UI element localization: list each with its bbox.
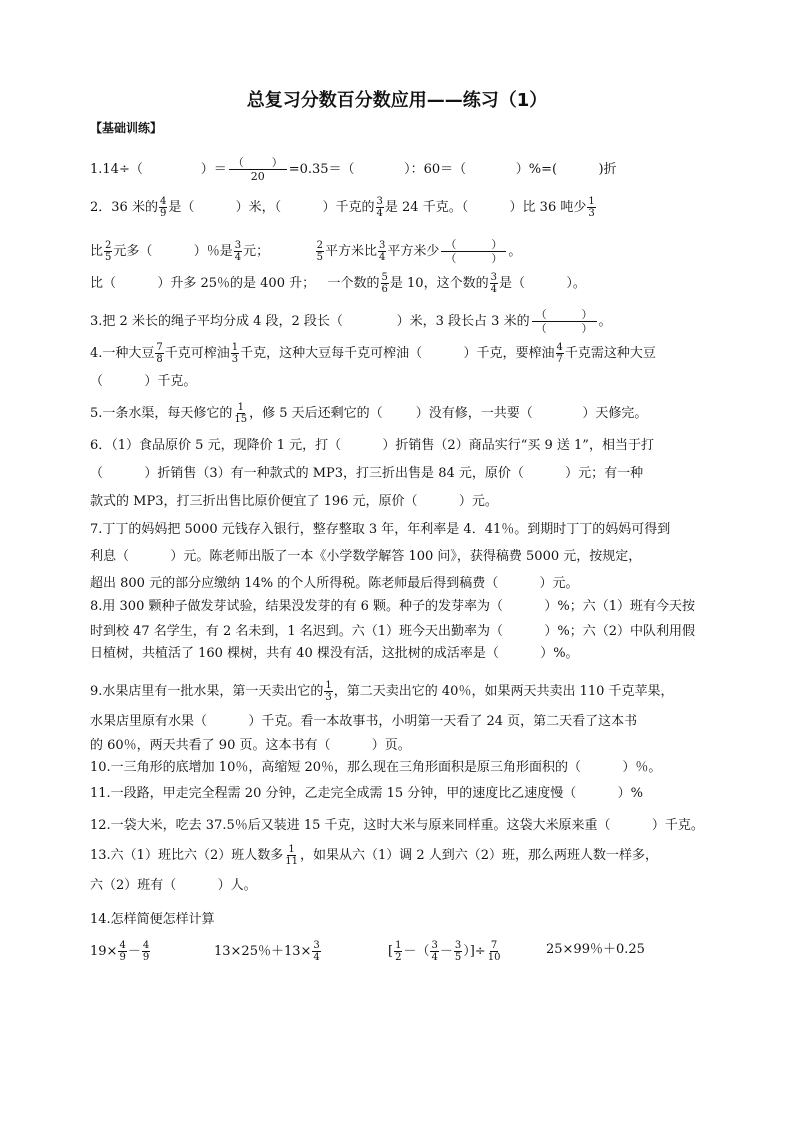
question-2-line-1: 2．36 米的 $\frac{4}{9}$ 是（ ）米，（ ）千克的 $\frac{3}{4}$ 是 24 千克。（ ）比 36 吨少 $\frac{1}{3}$ xyxy=(90,196,595,219)
question-10: 10.一三角形的底增加 10％，高缩短 20％，那么现在三角形面积是原三角形面积的（ ）％。 xyxy=(90,760,662,775)
question-7-line-3: 超出 800 元的部分应缴纳 14% 的个人所得税。陈老师最后得到稿费（ ）元。 xyxy=(90,576,579,591)
question-3: 3.把 2 米长的绳子平均分成 4 段，2 段长（ ）米，3 段长占 3 米的 （ ） （ ） 。 xyxy=(90,308,612,335)
fraction: $\frac{3}{4}$ xyxy=(376,196,383,219)
blank-fraction: （ ） （ ） xyxy=(532,308,597,335)
fraction: $\frac{2}{5}$ xyxy=(105,240,112,263)
question-8-line-2: 时到校 47 名学生，有 2 名未到，1 名迟到。六（1）班今天出勤率为（ ）%；六（2）中队利用假 xyxy=(90,624,695,639)
fraction: $\frac{1}{3}$ xyxy=(231,342,239,365)
question-2-line-3: 比（ ）升多 25％的是 400 升； 一个数的 $\frac{5}{6}$ 是 10，这个数的 $\frac{3}{4}$ 是（ ）。 xyxy=(90,272,586,295)
fraction: $\frac{4}{9}$ xyxy=(142,940,150,963)
calc-expression-4: 25×99％＋0.25 xyxy=(546,942,645,957)
question-9-line-1: 9.水果店里有一批水果，第一天卖出它的 $\frac{1}{3}$ ，第二天卖出它的 40％，如果两天共卖出 110 千克苹果， xyxy=(90,680,674,703)
fraction: $\frac{1}{11}$ xyxy=(285,844,298,867)
fraction: $\frac{1}{3}$ xyxy=(588,196,595,219)
page-title: 总复习分数百分数应用——练习（1） xyxy=(246,90,548,111)
question-9-line-3: 的 60％，两天共看了 90 页。这本书有（ ）页。 xyxy=(90,738,411,753)
fraction: $\frac{3}{4}$ xyxy=(379,240,386,263)
blank-fraction: （ ） （ ） xyxy=(441,238,506,265)
question-14-heading: 14.怎样简便怎样计算 xyxy=(90,912,215,927)
question-6-line-1: 6．（1）食品原价 5 元，现降价 1 元，打（ ）折销售（2）商品实行“买 9 送 1”，相当于打 xyxy=(90,438,654,453)
blank-fraction: （ ） 20 xyxy=(229,156,287,183)
fraction: $\frac{3}{4}$ xyxy=(431,940,438,963)
question-4-line-2: （ ）千克。 xyxy=(90,374,197,389)
section-heading: 【基础训练】 xyxy=(90,121,163,135)
question-5: 5.一条水渠，每天修它的 $\frac{1}{15}$ ，修 5 天后还剩它的（ ）没有修，一共要（ ）天修完。 xyxy=(90,402,648,425)
fraction: $\frac{1}{15}$ xyxy=(234,402,248,425)
question-6-line-3: 款式的 MP3，打三折出售比原价便宜了 196 元，原价（ ）元。 xyxy=(90,494,498,509)
calc-expression-2: 13×25％＋13× $\frac{3}{4}$ xyxy=(214,940,320,963)
question-7-line-2: 利息（ ）元。陈老师出版了一本《小学数学解答 100 问》，获得稿费 5000 元，按规定， xyxy=(90,549,642,564)
fraction: $\frac{7}{8}$ xyxy=(156,342,163,365)
question-1: 1.14÷（ ）＝ （ ） 20 =0.35＝（ ）：60＝（ ）%=( )折 xyxy=(90,156,617,183)
question-6-line-2: （ ）折销售（3）有一种款式的 MP3，打三折出售是 84 元，原价（ ）元；有一种 xyxy=(90,466,644,481)
fraction: $\frac{5}{6}$ xyxy=(381,272,388,295)
fraction: $\frac{3}{5}$ xyxy=(454,940,462,963)
fraction: $\frac{7}{10}$ xyxy=(487,940,501,963)
fraction: $\frac{3}{4}$ xyxy=(313,940,320,963)
question-11: 11.一段路，甲走完全程需 20 分钟，乙走完全成需 15 分钟，甲的速度比乙速度慢（ ）% xyxy=(90,786,643,801)
question-13-line-2: 六（2）班有（ ）人。 xyxy=(90,878,257,893)
question-8-line-1: 8.用 300 颗种子做发芽试验，结果没发芽的有 6 颗。种子的发芽率为（ ）%；六（1）班有今天按 xyxy=(90,599,695,614)
fraction: $\frac{2}{5}$ xyxy=(316,240,323,263)
question-12: 12.一袋大米，吃去 37.5％后又装进 15 千克，这时大米与原来同样重。这袋大米原来重（ ）千克。 xyxy=(90,818,704,833)
fraction: $\frac{4}{9}$ xyxy=(119,940,126,963)
fraction: $\frac{3}{4}$ xyxy=(490,272,497,295)
fraction: $\frac{1}{2}$ xyxy=(395,940,402,963)
fraction: $\frac{1}{3}$ xyxy=(325,680,332,703)
question-9-line-2: 水果店里原有水果（ ）千克。看一本故事书，小明第一天看了 24 页，第二天看了这本书 xyxy=(90,714,638,729)
question-2-line-2: 比 $\frac{2}{5}$ 元多（ ）％是 $\frac{3}{4}$ 元； $\frac{2}{5}$ 平方米比 $\frac{3}{4}$ 平方米少 （ ） （ ） 。 xyxy=(90,238,522,265)
question-4-line-1: 4.一种大豆 $\frac{7}{8}$ 千克可榨油 $\frac{1}{3}$ 千克，这种大豆每千克可榨油（ ）千克，要榨油 $\frac{4}{7}$ 千克需这种大豆 xyxy=(90,342,656,365)
fraction: $\frac{4}{9}$ xyxy=(159,196,167,219)
fraction: $\frac{3}{4}$ xyxy=(234,240,242,263)
question-8-line-3: 日植树，共植活了 160 棵树，共有 40 棵没有活，这批树的成活率是（ ）%。 xyxy=(90,646,579,661)
calc-expression-3: [ $\frac{1}{2}$ －（ $\frac{3}{4}$ － $\frac{3}{5}$ ）]÷ $\frac{7}{10}$ xyxy=(388,940,501,963)
question-13-line-1: 13.六（1）班比六（2）班人数多 $\frac{1}{11}$ ，如果从六（1）调 2 人到六（2）班，那么两班人数一样多， xyxy=(90,844,659,867)
question-7-line-1: 7.丁丁的妈妈把 5000 元钱存入银行，整存整取 3 年，年利率是 4．41％。到期时丁丁的妈妈可得到 xyxy=(90,522,671,537)
calc-expression-1: 19× $\frac{4}{9}$ － $\frac{4}{9}$ xyxy=(90,940,150,963)
fraction: $\frac{4}{7}$ xyxy=(556,342,563,365)
